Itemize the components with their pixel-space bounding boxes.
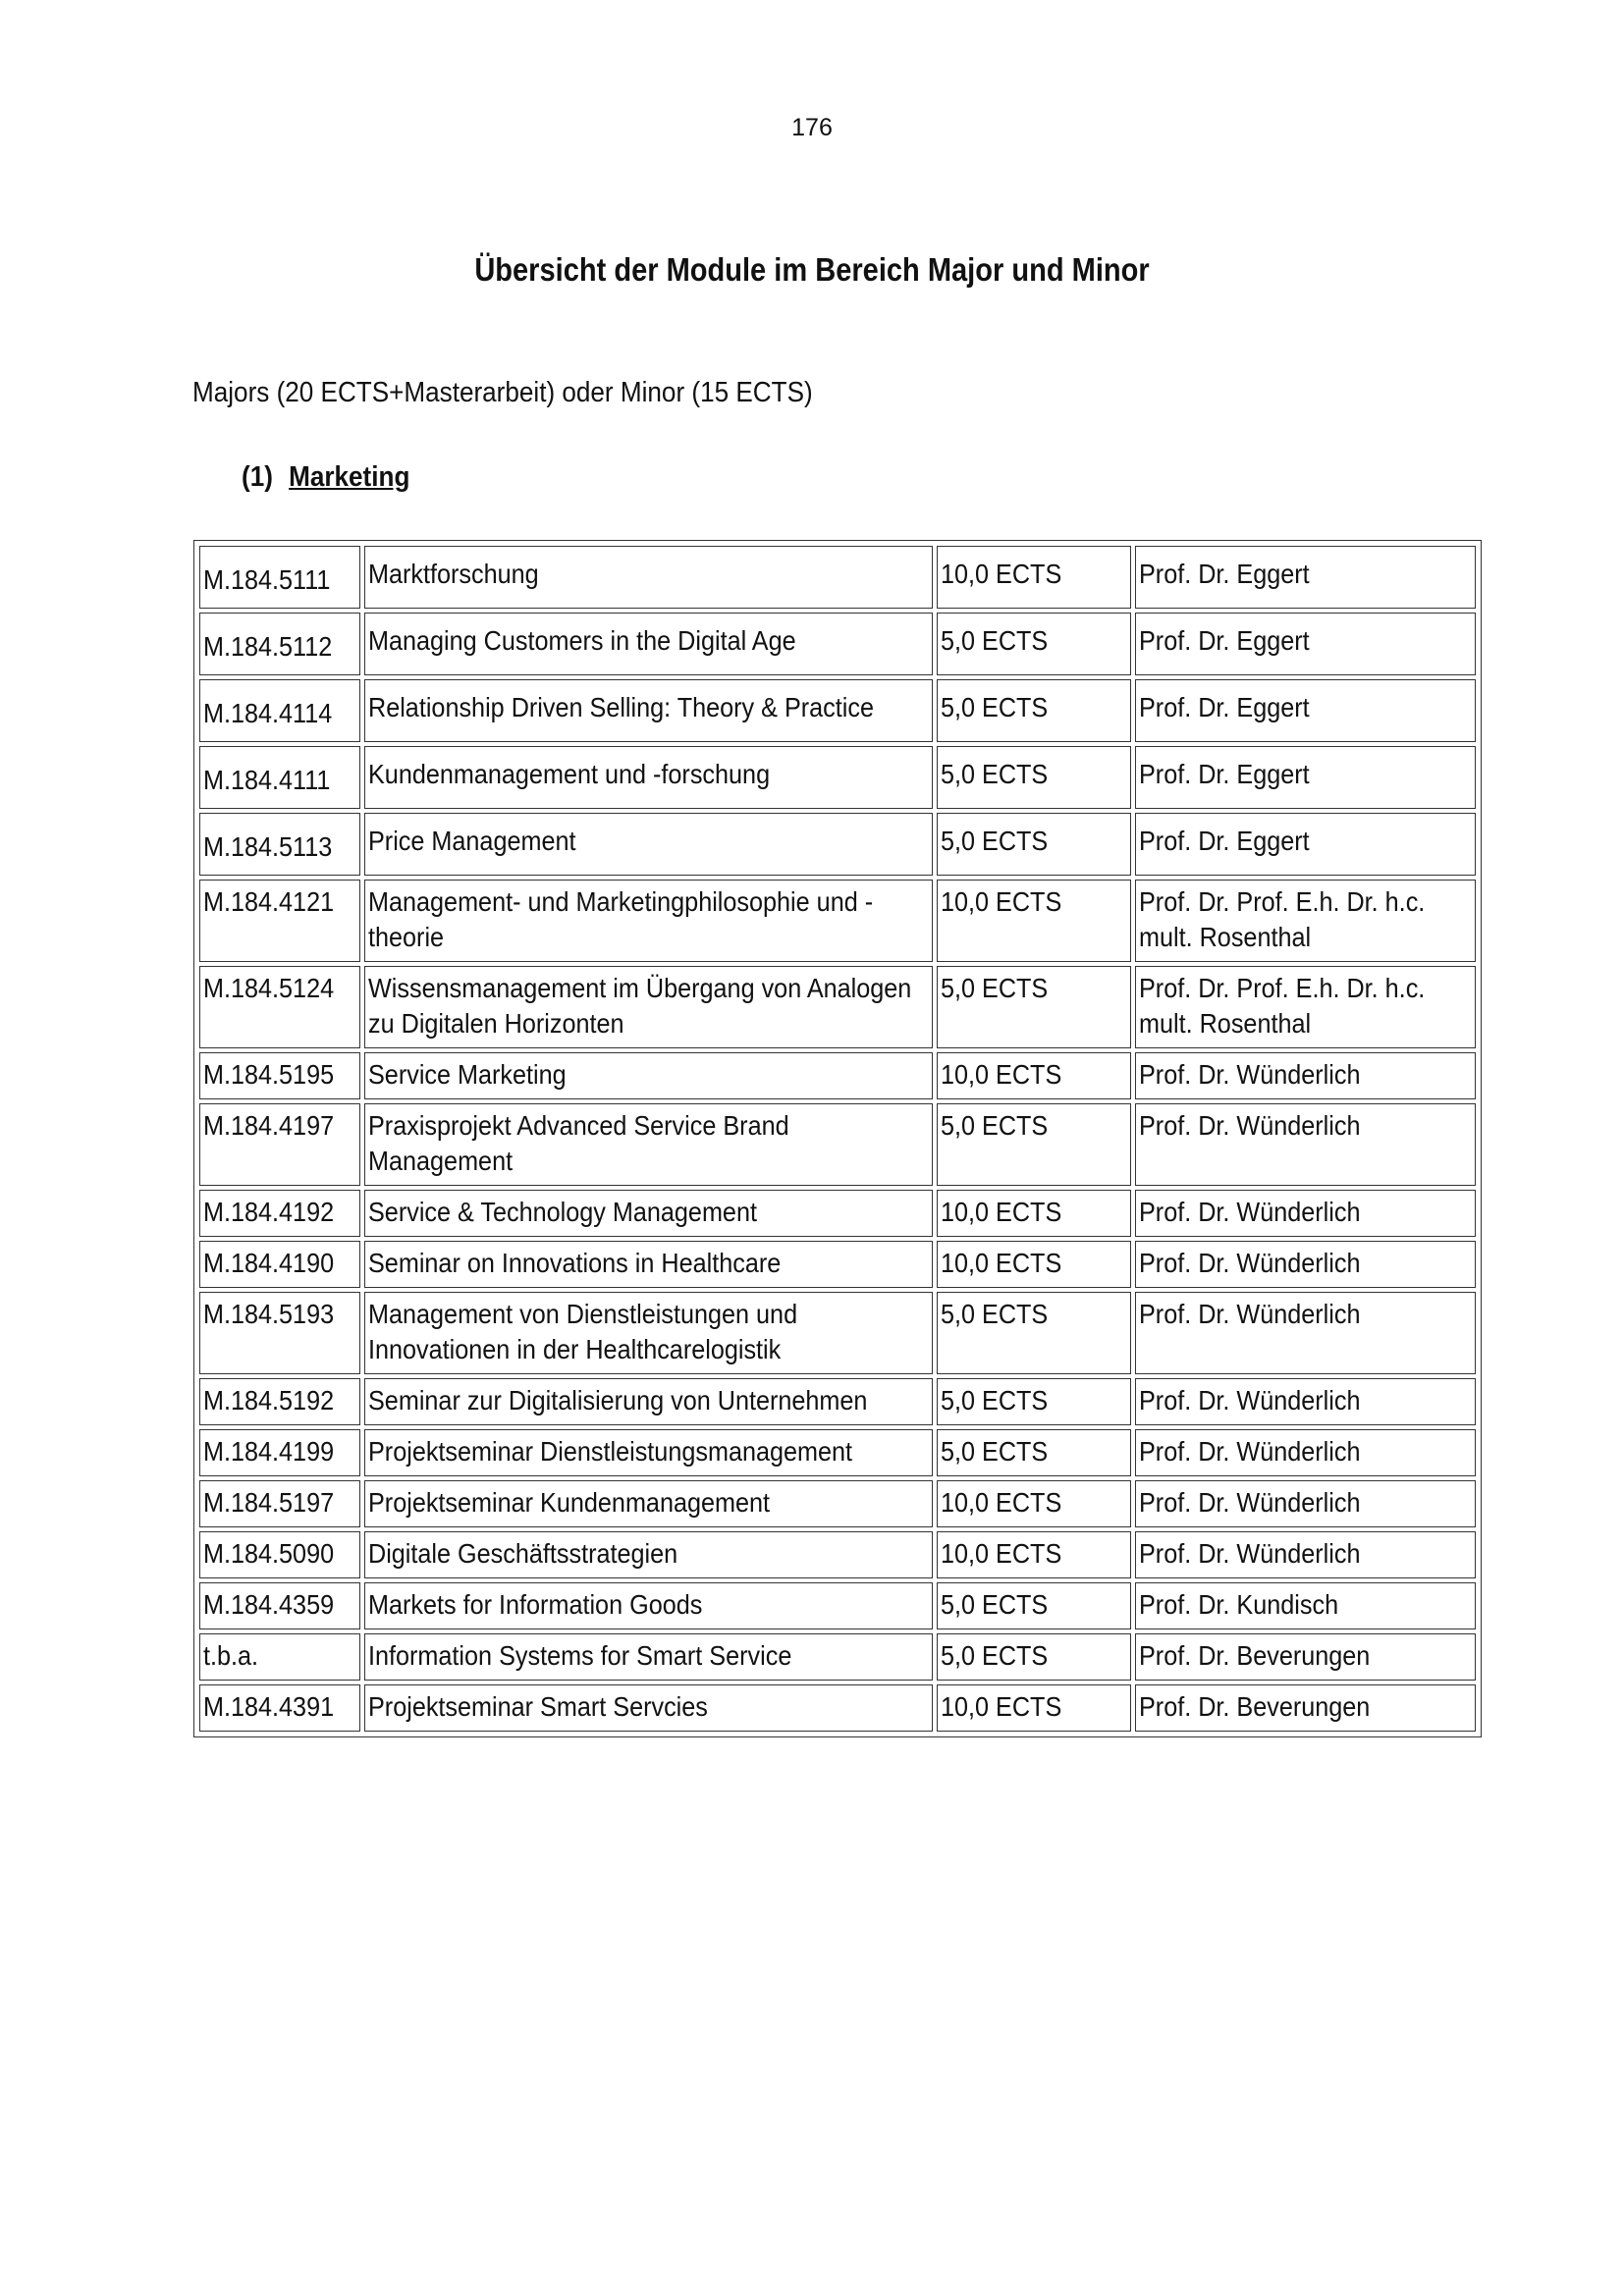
module-code-text: M.184.5090 bbox=[203, 1538, 335, 1569]
section-heading bbox=[242, 461, 409, 494]
module-ects-cell bbox=[937, 1684, 1131, 1732]
module-code-cell bbox=[199, 1633, 360, 1681]
module-ects-text: 5,0 ECTS bbox=[940, 1640, 1049, 1671]
module-lecturer-text: Prof. Dr. Eggert bbox=[1138, 692, 1310, 722]
module-lecturer-cell bbox=[1135, 1378, 1476, 1425]
module-ects-text: 10,0 ECTS bbox=[940, 559, 1062, 589]
module-code-text: M.184.4190 bbox=[203, 1248, 335, 1278]
table-row bbox=[199, 546, 1476, 609]
module-name-cell bbox=[364, 880, 933, 962]
module-name-text: Seminar on Innovations in Healthcare bbox=[367, 1248, 781, 1278]
module-name-text: Management von Dienstleistungen und Innovationen in der Healthcarelogistik bbox=[367, 1299, 797, 1364]
module-code-cell bbox=[199, 1190, 360, 1237]
module-lecturer-cell bbox=[1135, 880, 1476, 962]
module-lecturer-cell bbox=[1135, 1684, 1476, 1732]
module-lecturer-text: Prof. Dr. Kundisch bbox=[1138, 1589, 1338, 1620]
module-name-text: Marktforschung bbox=[367, 559, 539, 589]
module-table bbox=[193, 540, 1482, 1737]
module-name-cell bbox=[364, 1429, 933, 1476]
module-ects-cell bbox=[937, 813, 1131, 876]
module-name-text: Service & Technology Management bbox=[367, 1197, 757, 1227]
module-code-text: M.184.4199 bbox=[203, 1436, 335, 1467]
module-ects-text: 5,0 ECTS bbox=[940, 1589, 1049, 1620]
module-name-cell bbox=[364, 1531, 933, 1578]
module-code-cell bbox=[199, 1429, 360, 1476]
module-code-cell bbox=[199, 1103, 360, 1186]
module-name-text: Management- und Marketingphilosophie und -theorie bbox=[367, 886, 873, 952]
module-ects-cell bbox=[937, 1633, 1131, 1681]
module-name-text: Projektseminar Dienstleistungsmanagement bbox=[367, 1436, 852, 1467]
module-code-text: M.184.4192 bbox=[203, 1197, 335, 1227]
module-name-text: Markets for Information Goods bbox=[367, 1589, 702, 1620]
module-name-cell bbox=[364, 1052, 933, 1099]
module-lecturer-text: Prof. Dr. Eggert bbox=[1138, 559, 1310, 589]
module-code-text: M.184.4111 bbox=[203, 765, 331, 795]
table-row bbox=[199, 679, 1476, 742]
module-code-cell bbox=[199, 966, 360, 1048]
table-row bbox=[199, 1378, 1476, 1425]
intro-text: Majors (20 ECTS+Masterarbeit) oder Minor (15 ECTS) bbox=[192, 377, 813, 408]
module-code-text: M.184.4197 bbox=[203, 1110, 335, 1141]
module-ects-cell bbox=[937, 880, 1131, 962]
module-code-cell bbox=[199, 1052, 360, 1099]
module-lecturer-text: Prof. Dr. Wünderlich bbox=[1138, 1487, 1361, 1518]
module-ects-cell bbox=[937, 1241, 1131, 1288]
module-code-text: M.184.4121 bbox=[203, 886, 335, 917]
module-name-cell bbox=[364, 966, 933, 1048]
module-lecturer-text: Prof. Dr. Wünderlich bbox=[1138, 1110, 1361, 1141]
module-ects-cell bbox=[937, 1582, 1131, 1629]
module-ects-cell bbox=[937, 1378, 1131, 1425]
module-code-text: M.184.5193 bbox=[203, 1299, 335, 1329]
module-lecturer-cell bbox=[1135, 1103, 1476, 1186]
table-row bbox=[199, 966, 1476, 1048]
module-ects-cell bbox=[937, 1052, 1131, 1099]
table-row bbox=[199, 880, 1476, 962]
module-lecturer-text: Prof. Dr. Eggert bbox=[1138, 625, 1310, 656]
table-row bbox=[199, 1241, 1476, 1288]
table-row bbox=[199, 1480, 1476, 1527]
module-name-text: Projektseminar Kundenmanagement bbox=[367, 1487, 770, 1518]
module-code-cell bbox=[199, 1684, 360, 1732]
module-code-cell bbox=[199, 679, 360, 742]
module-lecturer-cell bbox=[1135, 746, 1476, 809]
module-code-cell bbox=[199, 1531, 360, 1578]
module-code-cell bbox=[199, 746, 360, 809]
module-ects-text: 10,0 ECTS bbox=[940, 886, 1062, 917]
module-lecturer-text: Prof. Dr. Eggert bbox=[1138, 759, 1310, 789]
module-name-cell bbox=[364, 1190, 933, 1237]
module-code-text: M.184.5197 bbox=[203, 1487, 335, 1518]
module-name-cell bbox=[364, 613, 933, 675]
module-ects-cell bbox=[937, 1480, 1131, 1527]
module-ects-cell bbox=[937, 613, 1131, 675]
module-code-cell bbox=[199, 1480, 360, 1527]
module-ects-text: 5,0 ECTS bbox=[940, 625, 1049, 656]
table-row bbox=[199, 746, 1476, 809]
module-code-text: M.184.4114 bbox=[203, 698, 333, 728]
module-lecturer-cell bbox=[1135, 679, 1476, 742]
module-name-text: Digitale Geschäftsstrategien bbox=[367, 1538, 677, 1569]
module-ects-cell bbox=[937, 746, 1131, 809]
module-lecturer-cell bbox=[1135, 1633, 1476, 1681]
module-ects-text: 10,0 ECTS bbox=[940, 1691, 1062, 1722]
table-row bbox=[199, 1633, 1476, 1681]
table-row bbox=[199, 1684, 1476, 1732]
module-name-cell bbox=[364, 1633, 933, 1681]
module-ects-text: 5,0 ECTS bbox=[940, 1299, 1049, 1329]
module-code-text: M.184.5195 bbox=[203, 1059, 335, 1090]
table-row bbox=[199, 1103, 1476, 1186]
module-name-cell bbox=[364, 1378, 933, 1425]
module-lecturer-text: Prof. Dr. Wünderlich bbox=[1138, 1248, 1361, 1278]
module-name-cell bbox=[364, 679, 933, 742]
module-lecturer-cell bbox=[1135, 1241, 1476, 1288]
table-row bbox=[199, 813, 1476, 876]
module-ects-text: 10,0 ECTS bbox=[940, 1487, 1062, 1518]
module-ects-text: 5,0 ECTS bbox=[940, 759, 1049, 789]
module-code-cell bbox=[199, 813, 360, 876]
module-lecturer-cell bbox=[1135, 546, 1476, 609]
module-lecturer-text: Prof. Dr. Wünderlich bbox=[1138, 1385, 1361, 1415]
module-name-text: Price Management bbox=[367, 826, 576, 856]
module-name-cell bbox=[364, 813, 933, 876]
module-lecturer-cell bbox=[1135, 1531, 1476, 1578]
table-row bbox=[199, 1429, 1476, 1476]
module-code-text: M.184.5124 bbox=[203, 973, 335, 1003]
module-lecturer-text: Prof. Dr. Eggert bbox=[1138, 826, 1310, 856]
module-ects-cell bbox=[937, 966, 1131, 1048]
module-name-cell bbox=[364, 546, 933, 609]
module-code-cell bbox=[199, 1241, 360, 1288]
module-lecturer-text: Prof. Dr. Wünderlich bbox=[1138, 1299, 1361, 1329]
module-lecturer-text: Prof. Dr. Wünderlich bbox=[1138, 1538, 1361, 1569]
module-name-text: Seminar zur Digitalisierung von Unternehmen bbox=[367, 1385, 867, 1415]
module-ects-text: 5,0 ECTS bbox=[940, 973, 1049, 1003]
module-lecturer-cell bbox=[1135, 813, 1476, 876]
module-name-text: Information Systems for Smart Service bbox=[367, 1640, 791, 1671]
module-code-text: M.184.5111 bbox=[203, 564, 331, 595]
table-row bbox=[199, 1582, 1476, 1629]
module-ects-text: 5,0 ECTS bbox=[940, 826, 1049, 856]
module-name-cell bbox=[364, 1684, 933, 1732]
module-ects-text: 10,0 ECTS bbox=[940, 1538, 1062, 1569]
module-lecturer-cell bbox=[1135, 1052, 1476, 1099]
module-name-cell bbox=[364, 1241, 933, 1288]
module-ects-cell bbox=[937, 1292, 1131, 1374]
module-ects-text: 5,0 ECTS bbox=[940, 692, 1049, 722]
module-code-text: M.184.5192 bbox=[203, 1385, 335, 1415]
module-lecturer-text: Prof. Dr. Wünderlich bbox=[1138, 1059, 1361, 1090]
module-ects-text: 5,0 ECTS bbox=[940, 1436, 1049, 1467]
module-ects-text: 5,0 ECTS bbox=[940, 1110, 1049, 1141]
module-lecturer-cell bbox=[1135, 966, 1476, 1048]
module-ects-text: 10,0 ECTS bbox=[940, 1059, 1062, 1090]
section-name: Marketing bbox=[289, 461, 410, 493]
module-name-cell bbox=[364, 1480, 933, 1527]
module-code-cell bbox=[199, 1582, 360, 1629]
module-lecturer-cell bbox=[1135, 613, 1476, 675]
module-name-cell bbox=[364, 1103, 933, 1186]
module-code-cell bbox=[199, 613, 360, 675]
module-ects-text: 5,0 ECTS bbox=[940, 1385, 1049, 1415]
module-lecturer-text: Prof. Dr. Prof. E.h. Dr. h.c. mult. Rosenthal bbox=[1138, 886, 1426, 952]
module-name-text: Service Marketing bbox=[367, 1059, 567, 1090]
module-name-text: Kundenmanagement und -forschung bbox=[367, 759, 770, 789]
table-row bbox=[199, 613, 1476, 675]
page-number: 176 bbox=[791, 114, 833, 141]
module-code-text: t.b.a. bbox=[203, 1640, 259, 1671]
module-name-text: Managing Customers in the Digital Age bbox=[367, 625, 796, 656]
module-name-cell bbox=[364, 1582, 933, 1629]
module-lecturer-text: Prof. Dr. Prof. E.h. Dr. h.c. mult. Rosenthal bbox=[1138, 973, 1426, 1039]
module-ects-cell bbox=[937, 679, 1131, 742]
module-name-text: Projektseminar Smart Servcies bbox=[367, 1691, 708, 1722]
module-name-text: Wissensmanagement im Übergang von Analogen zu Digitalen Horizonten bbox=[367, 973, 911, 1039]
module-lecturer-cell bbox=[1135, 1480, 1476, 1527]
module-lecturer-cell bbox=[1135, 1429, 1476, 1476]
module-lecturer-cell bbox=[1135, 1582, 1476, 1629]
module-name-cell bbox=[364, 746, 933, 809]
module-code-text: M.184.4391 bbox=[203, 1691, 335, 1722]
module-ects-cell bbox=[937, 546, 1131, 609]
table-row bbox=[199, 1190, 1476, 1237]
module-code-text: M.184.5113 bbox=[203, 831, 333, 862]
module-rows bbox=[199, 546, 1476, 1732]
module-ects-cell bbox=[937, 1190, 1131, 1237]
table-row bbox=[199, 1292, 1476, 1374]
table-row bbox=[199, 1052, 1476, 1099]
module-ects-cell bbox=[937, 1531, 1131, 1578]
module-code-cell bbox=[199, 1292, 360, 1374]
section-number: (1) bbox=[242, 461, 273, 493]
module-ects-cell bbox=[937, 1429, 1131, 1476]
page-title: Übersicht der Module im Bereich Major und Minor bbox=[474, 251, 1150, 288]
module-code-cell bbox=[199, 880, 360, 962]
module-lecturer-text: Prof. Dr. Beverungen bbox=[1138, 1640, 1371, 1671]
module-code-text: M.184.4359 bbox=[203, 1589, 335, 1620]
module-lecturer-cell bbox=[1135, 1292, 1476, 1374]
module-lecturer-text: Prof. Dr. Beverungen bbox=[1138, 1691, 1371, 1722]
module-name-cell bbox=[364, 1292, 933, 1374]
module-lecturer-cell bbox=[1135, 1190, 1476, 1237]
module-code-cell bbox=[199, 1378, 360, 1425]
module-ects-text: 10,0 ECTS bbox=[940, 1197, 1062, 1227]
module-ects-text: 10,0 ECTS bbox=[940, 1248, 1062, 1278]
module-ects-cell bbox=[937, 1103, 1131, 1186]
table-row bbox=[199, 1531, 1476, 1578]
module-name-text: Praxisprojekt Advanced Service Brand Management bbox=[367, 1110, 789, 1176]
module-lecturer-text: Prof. Dr. Wünderlich bbox=[1138, 1436, 1361, 1467]
module-code-text: M.184.5112 bbox=[203, 631, 333, 662]
module-code-cell bbox=[199, 546, 360, 609]
module-name-text: Relationship Driven Selling: Theory & Practice bbox=[367, 692, 874, 722]
module-lecturer-text: Prof. Dr. Wünderlich bbox=[1138, 1197, 1361, 1227]
